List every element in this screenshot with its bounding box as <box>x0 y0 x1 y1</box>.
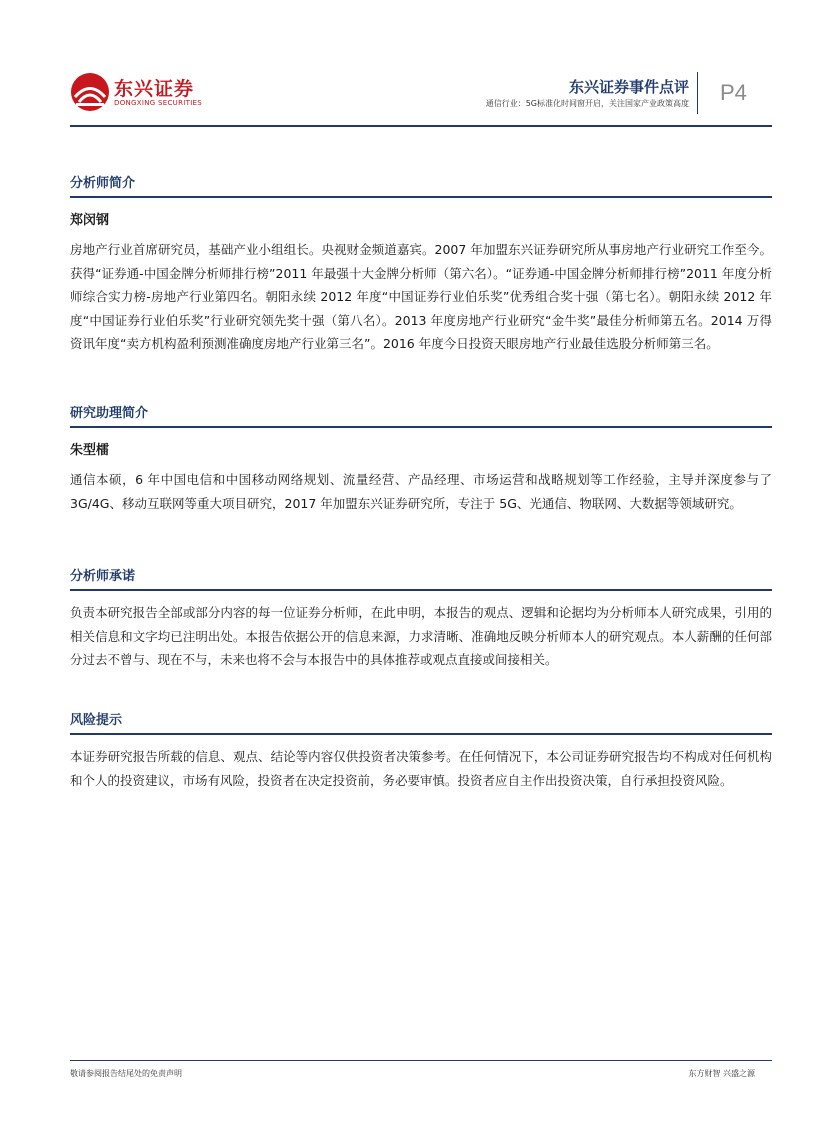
analyst-bio: 房地产行业首席研究员，基础产业小组组长。央视财金频道嘉宾。2007 年加盟东兴证券研究所从事房地产行业研究工作至今。获得“证券通-中国金牌分析师排行榜”2011 年最强十大金牌分析师（第六名）。“证券通-中国金牌分析师排行榜”2011 年度分析师综合实力榜-房地产行业第四名。朝阳永续 2012 年度“中国证券行业伯乐奖”优秀组合奖十强（第七名）。朝阳永续 2012 年度“中国证券行业伯乐奖”行业研究领先奖十强（第八名）。2013 年度房地产行业研究“金牛奖”最佳分析师第五名。2014 万得资讯年度“卖方机构盈利预测准确度房地产行业第三名”。2016 年度今日投资天眼房地产行业最佳选股分析师第三名。 <box>70 242 772 351</box>
footer-disclaimer-note: 敬请参阅报告结尾处的免责声明 <box>70 1069 182 1078</box>
assistant-name: 朱型檑 <box>70 443 110 458</box>
page-number: P4 <box>720 80 747 105</box>
section-title: 风险提示 <box>70 713 123 728</box>
logo-chinese-name: 东兴证券 <box>114 78 195 100</box>
section-rule <box>70 196 772 198</box>
report-title: 通信行业：5G标准化时间窗开启，关注国家产业政策高度 <box>485 99 689 108</box>
section-rule <box>70 426 772 428</box>
risk-section <box>70 711 772 792</box>
logo-english-name: DONGXING SECURITIES <box>114 99 203 107</box>
header-divider <box>697 72 698 114</box>
footer-rule <box>70 1060 772 1061</box>
page-header <box>0 0 827 130</box>
assistant-section <box>70 404 772 515</box>
section-rule <box>70 733 772 735</box>
assistant-bio: 通信本硕，6 年中国电信和中国移动网络规划、流量经营、产品经理、市场运营和战略规划等工作经验，主导并深度参与了 3G/4G、移动互联网等重大项目研究，2017 年加盟东兴证券研究所，专注于 5G、光通信、物联网、大数据等领域研究。 <box>70 472 772 511</box>
section-rule <box>70 589 772 591</box>
header-rule <box>70 125 772 127</box>
analyst-name: 郑闵钢 <box>70 213 110 228</box>
section-title: 分析师简介 <box>70 176 136 191</box>
report-type: 东兴证券事件点评 <box>568 78 689 96</box>
risk-text: 本证券研究报告所载的信息、观点、结论等内容仅供投资者决策参考。在任何情况下，本公司证券研究报告均不构成对任何机构和个人的投资建议，市场有风险，投资者在决定投资前，务必要审慎。投资者应自主作出投资决策，自行承担投资风险。 <box>70 749 772 788</box>
footer-slogan: 东方财智 兴盛之源 <box>688 1069 755 1078</box>
dongxing-logo-icon <box>70 72 110 112</box>
commitment-section <box>70 567 772 672</box>
commitment-text: 负责本研究报告全部或部分内容的每一位证券分析师，在此申明，本报告的观点、逻辑和论据均为分析师本人研究成果，引用的相关信息和文字均已注明出处。本报告依据公开的信息来源，力求清晰、准确地反映分析师本人的研究观点。本人薪酬的任何部分过去不曾与、现在不与，未来也将不会与本报告中的具体推荐或观点直接或间接相关。 <box>70 605 772 667</box>
section-title: 研究助理简介 <box>70 406 149 421</box>
section-title: 分析师承诺 <box>70 569 136 584</box>
analyst-section <box>70 174 772 356</box>
company-logo <box>70 72 203 116</box>
